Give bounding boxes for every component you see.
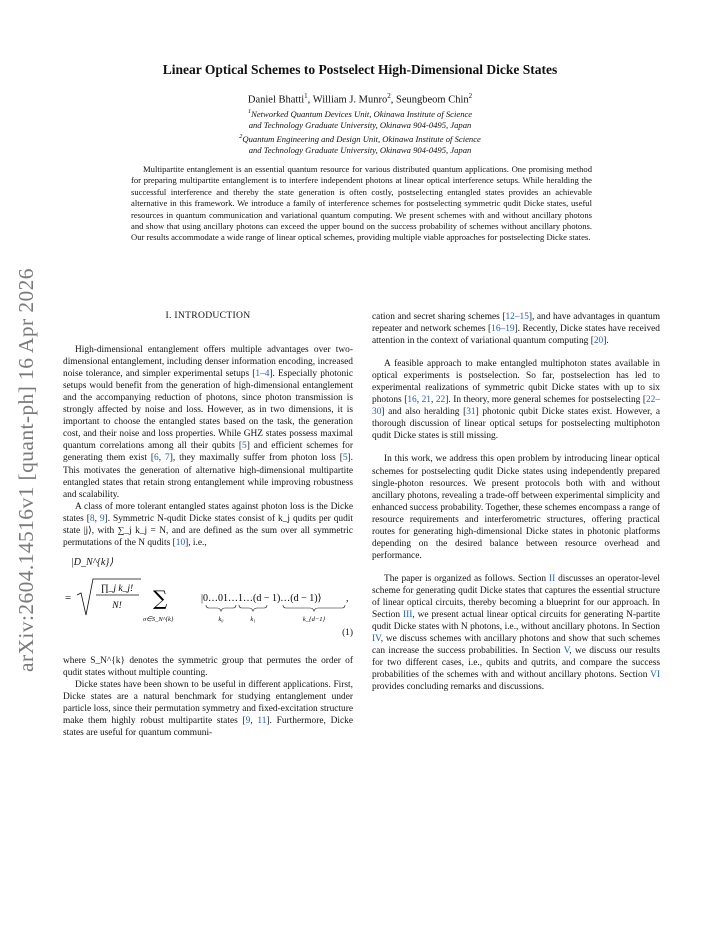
paper-title: Linear Optical Schemes to Postselect High-Dimensional Dicke States [162,62,558,77]
citation-link[interactable]: IV [372,634,381,645]
fraction-denominator: N! [112,600,122,611]
abstract: Multipartite entanglement is an essential quantum resource for various distributed quantum applications. One promising method for preparing multipartite entanglement is to interfere independent photons at linear optical interference setups. While heralding the successful interference and thereby the state generation is often costly, postselecting entangled states provides an achievable alternative in this framework. We introduce a family of interference schemes for postselecting symmetric qudit Dicke states, useful resources in quantum communication and variational quantum computing. We present schemes with and without ancillary photons and show that using ancillary photons can exceed the upper bound on the success probability of schemes without ancillary photons. Our results accommodate a wide range of linear optical schemes, providing multiple viable approaches for postselecting Dicke states. [131,164,592,243]
affiliation: $^1$Networked Quantum Devices Unit, Okinawa Institute of Science [247,108,473,119]
right-column [372,311,660,693]
author-list: Daniel Bhatti$^1$, William J. Munro$^2$, Seungbeom Chin$^2$ [247,92,473,106]
paragraph-text: cation and secret sharing schemes [ [372,312,506,322]
paragraph-text: The paper is organized as follows. Section [384,573,549,584]
paragraph: where S_N^{k} denotes the symmetric group that permutes the order of qudit states without multiple counting. [63,655,353,678]
citation-link[interactable]: 5 [242,441,247,452]
equation-lhs: |D_N^{k}⟩ [71,556,114,568]
section-heading: I. INTRODUCTION [165,310,251,321]
paragraph-text: , we present actual linear optical circuits for generating N-partite qudit Dicke states with N photons, i.e., without ancillary photons. In Section [372,610,660,633]
citation-link[interactable]: 9 [245,716,251,727]
author-name: William J. Munro [312,94,388,106]
citation-link[interactable]: 22–30 [372,395,661,418]
equation-number: (1) [342,627,353,638]
paragraph-text: , we discuss schemes with ancillary photons and show that such schemes can increase the success probabilities. In Section [372,634,660,657]
paragraph [63,501,353,549]
paragraph-text: ]. Symmetric N-qudit Dicke states consist of k_j qudits per qudit state |j⟩, with ∑_j k_j = N, and are defined as the sum over all symmetric permutations of the N qudits [ [63,513,354,548]
paragraph-text: ]. [603,336,609,347]
citation-link[interactable]: 5 [342,453,348,464]
ket-expression: |0…01…1…(d − 1)…(d − 1)⟩ [201,592,322,604]
citation-link[interactable]: 8 [89,513,95,524]
brace-label: k_{d−1} [302,615,326,623]
paragraph-text: ] and also heralding [ [381,407,467,418]
citation-link[interactable]: 22 [435,395,446,406]
brace-label: k₀ [218,615,224,623]
citation-link[interactable]: 10 [175,537,186,548]
citation-link[interactable]: 16–19 [491,324,515,335]
svg-text:=: = [65,591,72,604]
author-name: Daniel Bhatti [247,94,305,106]
brace-label: k₁ [250,615,256,623]
paragraph-text: , [94,513,100,524]
paragraph [63,679,353,739]
paragraph-text: ]. Recently, Dicke states have received attention in the context of variational quantum computing [ [372,324,660,347]
citation-link[interactable]: V [563,646,570,657]
paragraph-text: ]. Especially photonic setups would benefit from the generation of high-dimensional entanglement and the accompanying reduction of photons, since photon transmission is strongly affected by noise and loss. However, as in two dimensions, it is important to choose the entangled states based on the task, the generation cost, and their noise and loss properties. While GHZ states possess maximal quantum correlations among all their qubits [ [63,369,354,452]
paragraph [372,573,660,693]
paragraph-text: , [250,716,258,727]
paragraph-text: ], i.e., [185,537,207,548]
citation-link[interactable]: 31 [466,407,476,418]
citation-link[interactable]: 20 [593,336,604,347]
citation-link[interactable]: 1–4 [255,369,270,380]
citation-link[interactable]: 21 [421,395,431,406]
citation-link[interactable]: 11 [257,716,267,727]
paragraph-text: ]. This motivates the generation of alternative high-dimensional multipartite entangled states that retain strong entanglement while improving robustness and scalability. [63,453,354,500]
paragraph-text: ] photonic qubit Dicke states exist. However, a thorough discussion of linear optical setups for postselecting multiphoton qudit Dicke states is still missing. [372,407,660,442]
paragraph-text: discusses an operator-level scheme for generating qudit Dicke states that captures the essential structure of linear optical circuits, thereby becoming a blueprint for our approach. In Section [372,573,660,621]
arxiv-identifier: arXiv:2604.14516v1 [quant-ph] 16 Apr 2026 [14,268,38,672]
paragraph-text: , [416,395,422,406]
svg-text:,: , [346,592,349,604]
citation-link[interactable]: III [403,610,413,621]
paragraph-text: , [430,395,436,406]
paragraph-text: ], they maximally suffer from photon loss [ [169,453,343,464]
paragraph-text: provides concluding remarks and discussions. [372,682,545,693]
affiliation-line: and Technology Graduate University, Okinawa 904-0495, Japan [248,145,472,156]
citation-link[interactable]: II [548,573,556,584]
paragraph-text: Dicke states have been shown to be useful in different applications. First, Dicke states are a natural benchmark for studying entanglement under particle loss, since their permutation symmetry and fixed-excitation structure make them highly robust multipartite states [ [63,679,353,727]
summation-sign: ∑ [153,585,168,610]
paragraph [372,358,660,442]
affiliation-line: and Technology Graduate University, Okinawa 904-0495, Japan [248,120,472,131]
author-name: Seungbeom Chin [396,94,469,106]
citation-link[interactable]: 6 [154,453,159,464]
paragraph [63,344,353,501]
citation-link[interactable]: 12–15 [505,312,529,322]
paragraph: In this work, we address this open problem by introducing linear optical schemes for postselecting qudit Dicke states using independently prepared single-photon resources. We present protocols both with and without ancillary photons, revealing a trade-off between experimental simplicity and enhanced success probability. Together, these schemes encompass a range of resource requirements and interferometric structures, offering practical routes for generating high-dimensional Dicke states in photonic platforms depending on the desired balance between resource overhead and performance. [372,454,660,561]
paragraph-text: ]. In theory, more general schemes for postselecting [ [445,395,646,406]
paragraph-text: ] and efficient schemes for generating them exist [ [63,441,353,464]
equation-rhs [63,575,353,639]
affiliations [80,106,640,157]
paragraph-text: High-dimensional entanglement offers multiple advantages over two-dimensional entanglement, including denser information encoding, increased noise tolerance, and simpler experimental setups [ [63,345,353,380]
affiliation: $^2$Quantum Engineering and Design Unit, Okinawa Institute of Science [239,133,481,145]
paragraph-text: , [158,453,166,464]
citation-link[interactable]: 7 [165,453,170,464]
citation-link[interactable]: 9 [99,513,105,524]
paragraph [372,311,660,347]
paragraph-text: A class of more tolerant entangled states against photon loss is the Dicke states [ [63,501,353,524]
paragraph-text: , we discuss our results for two different cases, i.e., qubits and qutrits, and compare the success probabilities of the schemes with and without ancillary photons. Section [372,646,660,681]
paragraph-text: ]. Furthermore, Dicke states are useful for quantum communi- [63,716,353,739]
paragraph-text: ], and have advantages in quantum repeater and network schemes [ [372,312,661,335]
citation-link[interactable]: VI [650,670,660,681]
equation-dicke-state [63,555,353,649]
paragraph-text: A feasible approach to make entangled multiphoton states available in optical experiments is postselection. So far, postselection has led to experimental realizations of symmetric qubit Dicke states with up to six photons [ [372,359,660,406]
left-column [63,310,353,739]
sum-subscript: σ∈S_N^{k} [143,615,174,623]
fraction-numerator: ∏_j k_j! [100,583,134,594]
citation-link[interactable]: 16 [407,395,417,406]
